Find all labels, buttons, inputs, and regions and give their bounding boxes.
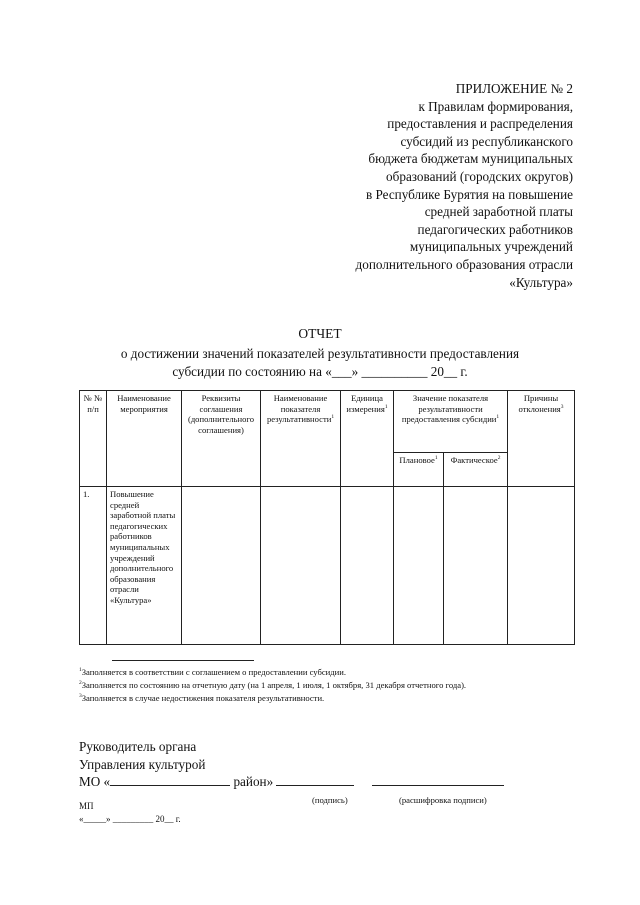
signature-line2: Управления культурой [79, 756, 206, 772]
header-indicator: Наименование показателя результативности$^1$ [261, 391, 341, 487]
row-planned-cell [394, 487, 444, 645]
header-actual: Фактическое$^2$ [444, 453, 508, 487]
appendix-line: педагогических работников [417, 221, 573, 237]
signature-blank [276, 773, 354, 786]
report-subtitle-line2: субсидии по состоянию на «___» __________ 20__ г. [172, 364, 468, 379]
header-number: № № п/п [80, 391, 107, 487]
report-subtitle [0, 345, 640, 381]
header-value: Значение показателя результативности предоставления субсидии$^1$ [394, 391, 508, 453]
appendix-block [303, 80, 573, 291]
signature-line1: Руководитель органа [79, 739, 197, 754]
report-table [79, 390, 575, 645]
appendix-line: бюджета бюджетам муниципальных [368, 151, 573, 167]
footnote-2: $^2$Заполняется по состоянию на отчетную дату (на 1 апреля, 1 июля, 1 октября, 31 декабря отчетного года). [79, 680, 467, 691]
header-reasons: Причины отклонения$^3$ [508, 391, 575, 487]
footnote-separator [112, 660, 254, 661]
appendix-line: «Культура» [509, 274, 573, 290]
decoding-blank [372, 773, 504, 786]
report-title: ОТЧЕТ [298, 326, 342, 341]
row-actual-cell [444, 487, 508, 645]
appendix-line: образований (городских округов) [386, 168, 573, 184]
header-agreement: Реквизиты соглашения (дополнительного соглашения) [182, 391, 261, 487]
caption-decoding: (расшифровка подписи) [399, 795, 487, 805]
appendix-line: муниципальных учреждений [409, 239, 573, 255]
date-line: «_____» _________ 20__ г. [79, 814, 181, 824]
footnote-1: $^1$Заполняется в соответствии с соглашением о предоставлении субсидии. [79, 667, 346, 677]
appendix-line: к Правилам формирования, [418, 98, 573, 114]
appendix-line: в Республике Бурятия на повышение [365, 186, 573, 202]
row-reasons-cell [508, 487, 575, 645]
appendix-line: субсидий из республиканского [400, 133, 573, 149]
row-unit-cell [341, 487, 394, 645]
header-event: Наименование мероприятия [107, 391, 182, 487]
report-subtitle-line1: о достижении значений показателей результативности предоставления [120, 346, 520, 361]
footnote-3: $^3$Заполняется в случае недостижения показателя результативности. [79, 693, 325, 704]
appendix-line: предоставления и распределения [387, 116, 573, 132]
stamp-date-block [79, 800, 181, 826]
stamp-label: МП [79, 801, 94, 811]
signature-block [79, 738, 504, 791]
row-agreement-cell [182, 487, 261, 645]
appendix-line: средней заработной платы [424, 204, 573, 220]
row-event: Повышение средней заработной платы педагогических работников муниципальных учреждений дополнительного образования отрасли «Культура» [107, 487, 182, 645]
appendix-line: дополнительного образования отрасли [355, 256, 573, 272]
header-planned: Плановое$^1$ [394, 453, 444, 487]
header-unit: Единица измерения$^1$ [341, 391, 394, 487]
caption-signature: (подпись) [312, 795, 348, 805]
district-blank [110, 773, 230, 786]
row-indicator-cell [261, 487, 341, 645]
signature-mo-line: МО « район» [79, 773, 504, 791]
footnotes [79, 666, 466, 706]
row-number: 1. [80, 487, 107, 645]
appendix-line: ПРИЛОЖЕНИЕ № 2 [455, 81, 573, 96]
